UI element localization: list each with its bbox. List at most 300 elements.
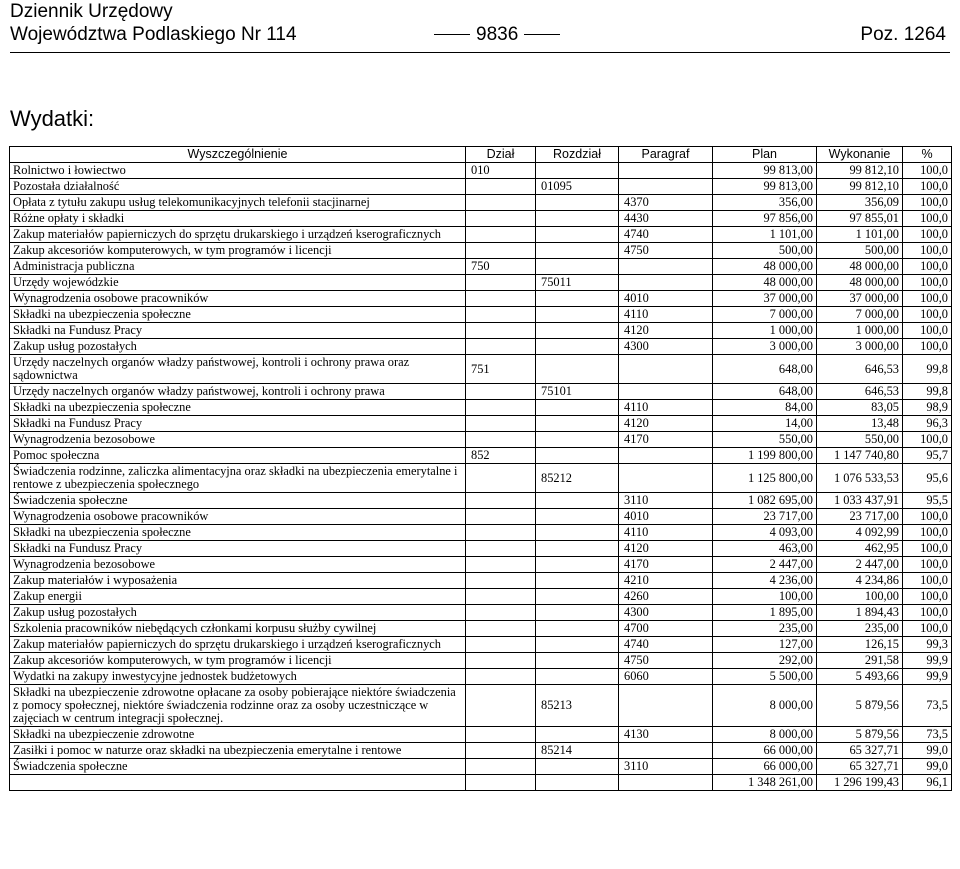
cell-paragraf [619,685,713,727]
cell-paragraf: 4260 [619,589,713,605]
cell-description: Zakup materiałów i wyposażenia [10,573,466,589]
cell-wykonanie: 550,00 [817,432,903,448]
cell-plan: 4 236,00 [713,573,817,589]
cell-rozdzial [536,573,619,589]
cell-description: Urzędy naczelnych organów władzy państwowej, kontroli i ochrony prawa [10,384,466,400]
cell-percent: 100,0 [903,323,952,339]
cell-paragraf [619,743,713,759]
cell-plan: 97 856,00 [713,211,817,227]
cell-dzial [466,416,536,432]
table-row [10,775,952,791]
col-header-paragraf: Paragraf [619,147,713,163]
cell-dzial: 010 [466,163,536,179]
table-row [10,259,952,275]
table-row [10,759,952,775]
cell-dzial [466,573,536,589]
col-header-plan: Plan [713,147,817,163]
cell-paragraf: 4170 [619,557,713,573]
table-row [10,653,952,669]
cell-paragraf [619,355,713,384]
cell-rozdzial [536,163,619,179]
cell-paragraf: 4210 [619,573,713,589]
page-header [10,0,950,53]
cell-plan: 1 348 261,00 [713,775,817,791]
cell-rozdzial [536,416,619,432]
cell-rozdzial: 01095 [536,179,619,195]
cell-paragraf: 3110 [619,759,713,775]
table-row [10,227,952,243]
cell-wykonanie: 2 447,00 [817,557,903,573]
cell-plan: 48 000,00 [713,259,817,275]
table-row [10,509,952,525]
cell-percent: 100,0 [903,339,952,355]
cell-wykonanie: 5 879,56 [817,727,903,743]
section-title: Wydatki: [10,106,95,131]
cell-plan: 7 000,00 [713,307,817,323]
cell-plan: 648,00 [713,384,817,400]
col-header-wykonanie: Wykonanie [817,147,903,163]
cell-wykonanie: 99 812,10 [817,163,903,179]
cell-rozdzial [536,307,619,323]
cell-dzial: 750 [466,259,536,275]
cell-rozdzial [536,589,619,605]
cell-percent: 100,0 [903,525,952,541]
cell-wykonanie: 1 033 437,91 [817,493,903,509]
cell-paragraf: 4750 [619,653,713,669]
cell-percent: 100,0 [903,509,952,525]
cell-rozdzial [536,525,619,541]
cell-description: Składki na Fundusz Pracy [10,416,466,432]
table-row [10,621,952,637]
table-row [10,355,952,384]
cell-plan: 4 093,00 [713,525,817,541]
cell-rozdzial [536,432,619,448]
cell-description: Urzędy wojewódzkie [10,275,466,291]
cell-rozdzial: 85213 [536,685,619,727]
cell-percent: 99,9 [903,653,952,669]
cell-description: Zakup akcesoriów komputerowych, w tym programów i licencji [10,243,466,259]
cell-description: Składki na ubezpieczenie zdrowotne [10,727,466,743]
cell-rozdzial [536,227,619,243]
cell-wykonanie: 356,09 [817,195,903,211]
page-number [428,24,566,46]
cell-description: Zakup usług pozostałych [10,339,466,355]
table-row [10,243,952,259]
cell-plan: 100,00 [713,589,817,605]
cell-dzial [466,323,536,339]
cell-plan: 23 717,00 [713,509,817,525]
cell-rozdzial [536,448,619,464]
cell-wykonanie: 37 000,00 [817,291,903,307]
table-row [10,685,952,727]
cell-percent: 96,1 [903,775,952,791]
cell-percent: 100,0 [903,275,952,291]
cell-description: Różne opłaty i składki [10,211,466,227]
table-row [10,291,952,307]
cell-dzial [466,227,536,243]
table-row [10,400,952,416]
cell-dzial [466,653,536,669]
cell-description: Zakup akcesoriów komputerowych, w tym programów i licencji [10,653,466,669]
cell-wykonanie: 1 296 199,43 [817,775,903,791]
table-row [10,573,952,589]
cell-paragraf: 4370 [619,195,713,211]
cell-rozdzial [536,339,619,355]
cell-paragraf: 4750 [619,243,713,259]
cell-description: Opłata z tytułu zakupu usług telekomunikacyjnych telefonii stacjinarnej [10,195,466,211]
cell-paragraf: 4010 [619,291,713,307]
cell-description: Wynagrodzenia osobowe pracowników [10,509,466,525]
cell-percent: 100,0 [903,259,952,275]
cell-paragraf: 4110 [619,525,713,541]
cell-plan: 8 000,00 [713,685,817,727]
cell-paragraf [619,259,713,275]
cell-dzial [466,685,536,727]
table-row [10,743,952,759]
cell-dzial [466,493,536,509]
cell-wykonanie: 7 000,00 [817,307,903,323]
cell-rozdzial: 85214 [536,743,619,759]
cell-rozdzial [536,323,619,339]
cell-plan: 235,00 [713,621,817,637]
table-row [10,307,952,323]
table-row [10,589,952,605]
cell-wykonanie: 48 000,00 [817,259,903,275]
cell-percent: 100,0 [903,557,952,573]
cell-paragraf: 4740 [619,227,713,243]
table-row [10,275,952,291]
cell-paragraf: 4700 [619,621,713,637]
cell-rozdzial: 75011 [536,275,619,291]
cell-dzial [466,195,536,211]
cell-wykonanie: 65 327,71 [817,743,903,759]
cell-description: Składki na Fundusz Pracy [10,541,466,557]
cell-plan: 3 000,00 [713,339,817,355]
cell-rozdzial [536,775,619,791]
cell-rozdzial: 75101 [536,384,619,400]
cell-dzial [466,432,536,448]
table-row [10,179,952,195]
cell-plan: 292,00 [713,653,817,669]
table-header-row [10,147,952,163]
cell-rozdzial [536,557,619,573]
cell-wykonanie: 1 000,00 [817,323,903,339]
cell-dzial [466,179,536,195]
cell-paragraf [619,179,713,195]
cell-rozdzial [536,493,619,509]
cell-percent: 100,0 [903,243,952,259]
col-header-percent: % [903,147,952,163]
cell-paragraf: 4130 [619,727,713,743]
cell-percent: 99,3 [903,637,952,653]
cell-dzial: 852 [466,448,536,464]
cell-rozdzial [536,669,619,685]
cell-dzial [466,743,536,759]
cell-paragraf: 4740 [619,637,713,653]
cell-wykonanie: 13,48 [817,416,903,432]
cell-paragraf: 4010 [619,509,713,525]
cell-paragraf: 3110 [619,493,713,509]
cell-wykonanie: 291,58 [817,653,903,669]
table-row [10,163,952,179]
cell-percent: 99,9 [903,669,952,685]
cell-percent: 100,0 [903,589,952,605]
table-row [10,416,952,432]
cell-dzial [466,541,536,557]
cell-percent: 99,0 [903,759,952,775]
cell-percent: 100,0 [903,179,952,195]
cell-dzial [466,275,536,291]
cell-wykonanie: 3 000,00 [817,339,903,355]
cell-wykonanie: 462,95 [817,541,903,557]
table-row [10,432,952,448]
cell-plan: 48 000,00 [713,275,817,291]
cell-plan: 5 500,00 [713,669,817,685]
cell-description: Składki na ubezpieczenia społeczne [10,400,466,416]
cell-wykonanie: 1 076 533,53 [817,464,903,493]
cell-percent: 100,0 [903,541,952,557]
journal-subtitle: Województwa Podlaskiego Nr 114 [10,24,297,45]
cell-rozdzial [536,243,619,259]
cell-wykonanie: 5 493,66 [817,669,903,685]
cell-plan: 1 125 800,00 [713,464,817,493]
cell-dzial [466,509,536,525]
cell-rozdzial [536,291,619,307]
cell-plan: 66 000,00 [713,743,817,759]
cell-wykonanie: 4 234,86 [817,573,903,589]
cell-percent: 100,0 [903,227,952,243]
cell-rozdzial [536,653,619,669]
cell-percent: 95,5 [903,493,952,509]
cell-plan: 2 447,00 [713,557,817,573]
cell-plan: 1 000,00 [713,323,817,339]
cell-paragraf [619,464,713,493]
journal-title: Dziennik Urzędowy [10,1,173,22]
table-row [10,323,952,339]
cell-wykonanie: 99 812,10 [817,179,903,195]
cell-paragraf [619,275,713,291]
cell-wykonanie: 23 717,00 [817,509,903,525]
cell-paragraf: 4300 [619,339,713,355]
cell-dzial [466,637,536,653]
cell-percent: 100,0 [903,432,952,448]
cell-dzial [466,307,536,323]
cell-rozdzial [536,727,619,743]
cell-description: Wydatki na zakupy inwestycyjne jednostek budżetowych [10,669,466,685]
cell-description: Świadczenia społeczne [10,493,466,509]
cell-plan: 1 895,00 [713,605,817,621]
cell-percent: 73,5 [903,685,952,727]
cell-percent: 100,0 [903,163,952,179]
table-row [10,195,952,211]
cell-rozdzial [536,759,619,775]
cell-description: Składki na Fundusz Pracy [10,323,466,339]
cell-wykonanie: 646,53 [817,355,903,384]
cell-percent: 73,5 [903,727,952,743]
table-row [10,541,952,557]
cell-dzial [466,669,536,685]
cell-plan: 66 000,00 [713,759,817,775]
expenses-table [9,146,952,791]
cell-paragraf: 4170 [619,432,713,448]
cell-dzial [466,525,536,541]
cell-description: Składki na ubezpieczenia społeczne [10,525,466,541]
cell-dzial [466,759,536,775]
cell-rozdzial [536,621,619,637]
cell-percent: 100,0 [903,573,952,589]
cell-rozdzial [536,355,619,384]
cell-plan: 1 082 695,00 [713,493,817,509]
cell-paragraf: 4120 [619,541,713,557]
cell-dzial [466,339,536,355]
cell-wykonanie: 5 879,56 [817,685,903,727]
table-row [10,605,952,621]
cell-dzial [466,384,536,400]
cell-description: Urzędy naczelnych organów władzy państwowej, kontroli i ochrony prawa oraz sądownictwa [10,355,466,384]
cell-plan: 500,00 [713,243,817,259]
cell-paragraf: 4110 [619,307,713,323]
col-header-description: Wyszczególnienie [10,147,466,163]
cell-dzial [466,557,536,573]
cell-dzial [466,464,536,493]
cell-rozdzial [536,211,619,227]
cell-plan: 550,00 [713,432,817,448]
cell-plan: 1 199 800,00 [713,448,817,464]
cell-paragraf: 6060 [619,669,713,685]
cell-rozdzial [536,541,619,557]
cell-description: Pozostała działalność [10,179,466,195]
col-header-rozdzial: Rozdział [536,147,619,163]
table-row [10,493,952,509]
cell-description: Zakup materiałów papierniczych do sprzętu drukarskiego i urządzeń kserograficznych [10,637,466,653]
cell-wykonanie: 500,00 [817,243,903,259]
cell-wykonanie: 83,05 [817,400,903,416]
cell-paragraf: 4430 [619,211,713,227]
cell-wykonanie: 646,53 [817,384,903,400]
cell-dzial [466,727,536,743]
cell-plan: 14,00 [713,416,817,432]
cell-rozdzial: 85212 [536,464,619,493]
cell-paragraf: 4120 [619,416,713,432]
cell-description: Zasiłki i pomoc w naturze oraz składki na ubezpieczenia emerytalne i rentowe [10,743,466,759]
cell-description: Wynagrodzenia bezosobowe [10,432,466,448]
cell-wykonanie: 100,00 [817,589,903,605]
cell-wykonanie: 1 147 740,80 [817,448,903,464]
col-header-dzial: Dział [466,147,536,163]
cell-percent: 100,0 [903,211,952,227]
cell-dzial [466,605,536,621]
cell-percent: 100,0 [903,291,952,307]
cell-wykonanie: 65 327,71 [817,759,903,775]
cell-dzial [466,775,536,791]
dash-right [524,34,560,35]
dash-left [434,34,470,35]
table-row [10,557,952,573]
cell-rozdzial [536,637,619,653]
cell-wykonanie: 126,15 [817,637,903,653]
cell-description: Składki na ubezpieczenia społeczne [10,307,466,323]
cell-paragraf: 4120 [619,323,713,339]
cell-percent: 99,8 [903,384,952,400]
table-row [10,727,952,743]
cell-plan: 99 813,00 [713,179,817,195]
cell-description: Świadczenia społeczne [10,759,466,775]
cell-rozdzial [536,259,619,275]
cell-percent: 95,6 [903,464,952,493]
cell-wykonanie: 235,00 [817,621,903,637]
table-row [10,448,952,464]
cell-paragraf [619,384,713,400]
cell-description: Administracja publiczna [10,259,466,275]
cell-plan: 127,00 [713,637,817,653]
cell-rozdzial [536,195,619,211]
cell-wykonanie: 48 000,00 [817,275,903,291]
cell-dzial [466,589,536,605]
cell-percent: 95,7 [903,448,952,464]
cell-paragraf [619,448,713,464]
cell-percent: 100,0 [903,195,952,211]
cell-paragraf [619,163,713,179]
cell-rozdzial [536,509,619,525]
table-row [10,211,952,227]
cell-description: Zakup usług pozostałych [10,605,466,621]
cell-description: Zakup energii [10,589,466,605]
cell-description: Składki na ubezpieczenie zdrowotne opłacane za osoby pobierające niektóre świadczenia z pomocy społecznej, niektóre świadczenia rodzinne oraz za osoby uczestniczące w zajęciach w centrum integracji społecznej. [10,685,466,727]
cell-plan: 648,00 [713,355,817,384]
position-number: Poz. 1264 [860,24,946,45]
cell-wykonanie: 4 092,99 [817,525,903,541]
cell-description: Zakup materiałów papierniczych do sprzętu drukarskiego i urządzeń kserograficznych [10,227,466,243]
table-body [10,163,952,791]
cell-dzial: 751 [466,355,536,384]
table-row [10,464,952,493]
cell-description [10,775,466,791]
cell-plan: 99 813,00 [713,163,817,179]
table-row [10,525,952,541]
cell-paragraf: 4300 [619,605,713,621]
cell-dzial [466,621,536,637]
cell-dzial [466,243,536,259]
cell-paragraf [619,775,713,791]
cell-description: Rolnictwo i łowiectwo [10,163,466,179]
table-row [10,384,952,400]
cell-description: Wynagrodzenia osobowe pracowników [10,291,466,307]
cell-rozdzial [536,400,619,416]
cell-percent: 99,8 [903,355,952,384]
cell-percent: 100,0 [903,605,952,621]
cell-description: Świadczenia rodzinne, zaliczka alimentacyjna oraz składki na ubezpieczenia emerytalne i rentowe z ubezpieczenia społecznego [10,464,466,493]
cell-description: Pomoc społeczna [10,448,466,464]
cell-percent: 100,0 [903,621,952,637]
cell-paragraf: 4110 [619,400,713,416]
cell-plan: 463,00 [713,541,817,557]
cell-plan: 1 101,00 [713,227,817,243]
table-row [10,637,952,653]
cell-plan: 37 000,00 [713,291,817,307]
cell-plan: 356,00 [713,195,817,211]
cell-percent: 99,0 [903,743,952,759]
cell-wykonanie: 1 101,00 [817,227,903,243]
table-row [10,669,952,685]
cell-percent: 100,0 [903,307,952,323]
cell-description: Wynagrodzenia bezosobowe [10,557,466,573]
cell-dzial [466,291,536,307]
table-row [10,339,952,355]
page-number-value: 9836 [476,24,519,45]
cell-percent: 96,3 [903,416,952,432]
cell-rozdzial [536,605,619,621]
cell-plan: 84,00 [713,400,817,416]
